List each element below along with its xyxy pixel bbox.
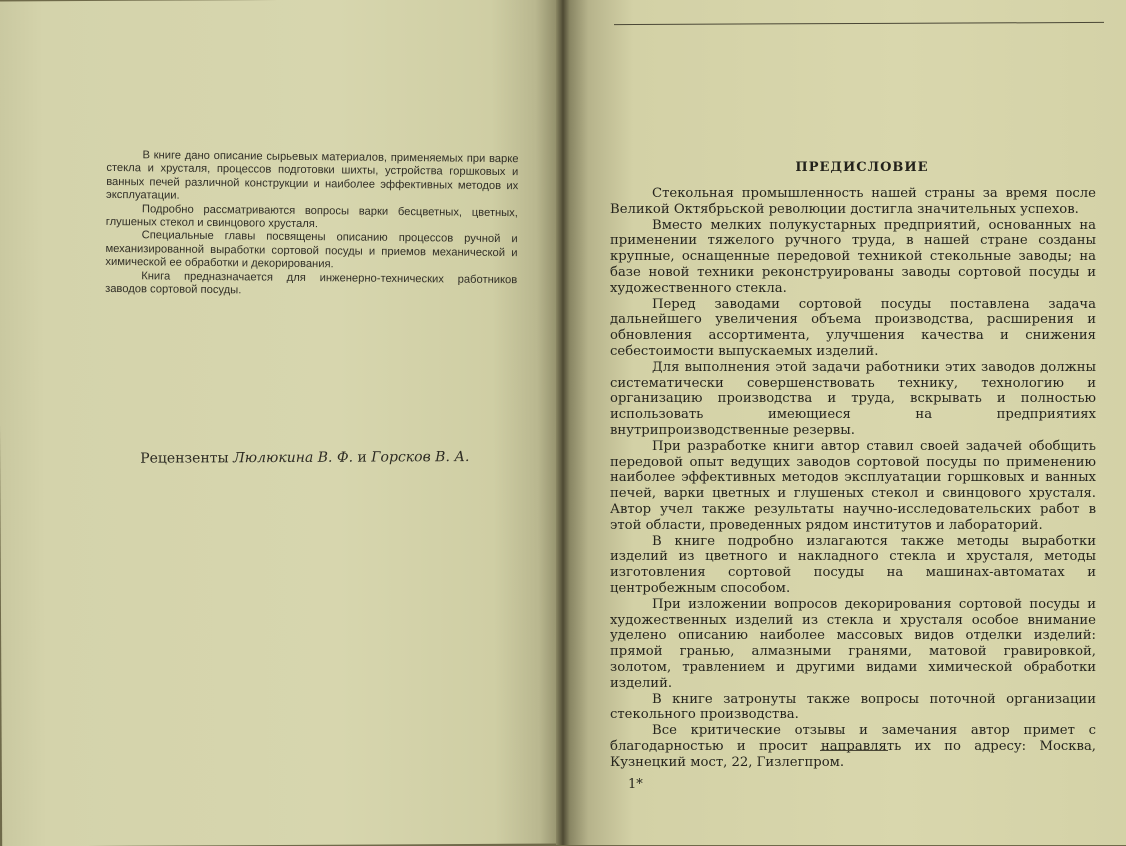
preface-paragraph: Вместо мелких полукустарных предприятий, основанных на применении тяжелого ручного труда, в нашей стране созданы крупные, оснащенные передовой техникой стекольные заводы; на базе новой техники реконструированы заводы сортовой посуды и художественного стекла. [610, 217, 1096, 296]
reviewers-label: Рецензенты [140, 450, 229, 467]
annotation-paragraph: Книга предназначается для инженерно-технических работников заводов сортовой посуды. [105, 269, 518, 297]
annotation-paragraph: Подробно рассматриваются вопросы варки бесцветных, цветных, глушеных стекол и свинцового хрусталя. [105, 202, 518, 231]
end-rule [820, 750, 888, 751]
book-gutter [556, 0, 570, 845]
preface-paragraph: При изложении вопросов декорирования сортовой посуды и художественных изделий из стекла и хрусталя особое внимание уделено описанию наиболее массовых видов отделки изделий: прямой гранью, алмазными гранями, матовой гравировкой, золотом, травлением и другими видами химической обработки изделий. [610, 596, 1096, 691]
preface-paragraph: Стекольная промышленность нашей страны за время после Великой Октябрьской революции достигла значительных успехов. [610, 186, 1096, 217]
left-page [0, 0, 562, 846]
annotation-paragraph: Специальные главы посвящены описанию процессов ручной и механизированной выработки сортовой посуды и приемов механической и химической ее обработки и декорирования. [105, 229, 518, 271]
reviewer-name: Люлюкина В. Ф. [233, 449, 354, 467]
preface-paragraph: В книге подробно излагаются также методы выработки изделий из цветного и накладного стекла и хрусталя, методы изготовления сортовой посуды на машинах-автоматах и центробежным способом. [610, 533, 1096, 596]
preface-body [610, 186, 1096, 770]
preface-paragraph: Перед заводами сортовой посуды поставлена задача дальнейшего увеличения объема производства, расширения и обновления ассортимента, улучшения качества и снижения себестоимости выпускаемых изделий. [610, 296, 1096, 359]
reviewers-line [140, 449, 540, 467]
preface-paragraph: Для выполнения этой задачи работники этих заводов должны систематически совершенствовать технику, технологию и организацию производства и труда, вскрывать и полностью использовать имеющиеся на предприятиях внутрипроизводственные резервы. [610, 359, 1096, 438]
reviewer-name: Горсков В. А. [371, 449, 470, 466]
signature-mark: 1* [628, 777, 643, 792]
annotation-paragraph: В книге дано описание сырьевых материалов, применяемых при варке стекла и хрусталя, процессов подготовки шихты, устройства горшковых и ванных печей различной конструкции и наиболее эффективных методов их эксплуатации. [106, 149, 519, 202]
preface-paragraph: При разработке книги автор ставил своей задачей обобщить передовой опыт ведущих заводов сортовой посуды по применению наиболее эффективных методов эксплуатации горшковых и ванных печей, варки цветных и глушеных стекол и свинцового хрусталя. Автор учел также результаты научно-исследовательских работ в этой области, проведенных рядом институтов и лабораторий. [610, 438, 1096, 533]
book-annotation [105, 149, 519, 301]
reviewers-conjunction: и [357, 449, 367, 466]
preface-paragraph: В книге затронуты также вопросы поточной организации стекольного производства. [610, 691, 1096, 723]
preface-heading: ПРЕДИСЛОВИЕ [795, 160, 929, 175]
preface-paragraph: Все критические отзывы и замечания автор примет с благодарностью и просит направлять их по адресу: Москва, Кузнецкий мост, 22, Гизлегпром. [610, 723, 1096, 770]
